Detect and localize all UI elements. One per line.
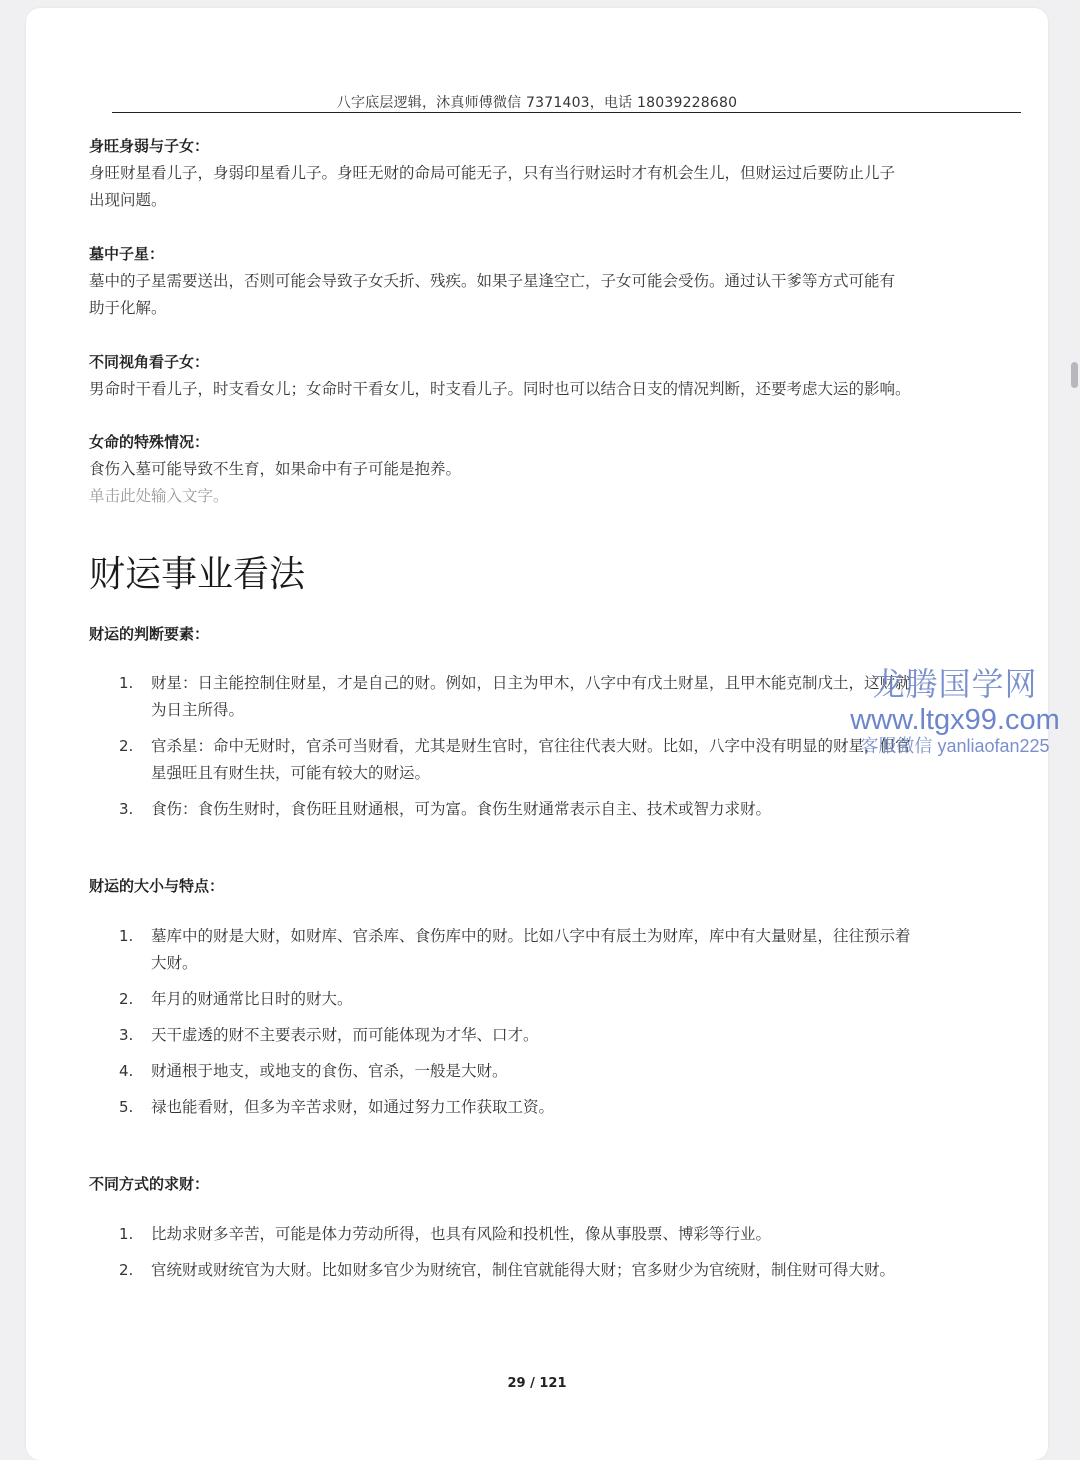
list-number: 3. (119, 1026, 134, 1044)
numbered-list (89, 923, 994, 1121)
list-line: 食伤：食伤生财时，食伤旺且财通根，可为富。食伤生财通常表示自主、技术或智力求财。 (151, 800, 772, 818)
paragraph-line: 身旺财星看儿子，身弱印星看儿子。身旺无财的命局可能无子，只有当行财运时才有机会生儿，但财运过后要防止儿子 (89, 164, 896, 182)
section-female-special (89, 431, 994, 510)
page-header: 八字底层逻辑，沐真师傅微信 7371403，电话 18039228680 (336, 95, 738, 111)
list-number: 5. (119, 1098, 134, 1116)
list-item (89, 1022, 994, 1049)
list-line: 天干虚透的财不主要表示财，而可能体现为才华、口才。 (151, 1026, 539, 1044)
paragraph-line: 出现问题。 (89, 191, 167, 209)
sub-heading: 不同视角看子女： (89, 353, 210, 371)
list-number: 4. (119, 1062, 134, 1080)
list-line: 大财。 (151, 954, 198, 972)
list-item (89, 733, 994, 787)
watermark-contact: 客服微信 yanliaofan225 (860, 736, 1050, 756)
list-number: 2. (119, 990, 134, 1008)
list-item (89, 1257, 994, 1284)
watermark-url: www.ltgx99.com (850, 704, 1060, 736)
sub-heading: 女命的特殊情况： (89, 433, 210, 451)
list-line: 财星：日主能控制住财星，才是自己的财。例如，日主为甲木，八字中有戊土财星，且甲木能克制戊土，这财就 (151, 674, 911, 692)
list-number: 2. (119, 1261, 134, 1279)
section-children-strength (89, 135, 994, 214)
numbered-list (89, 670, 994, 823)
list-number: 1. (119, 1225, 134, 1243)
list-line: 星强旺且有财生扶，可能有较大的财运。 (151, 764, 431, 782)
list-item (89, 986, 994, 1013)
text-input-placeholder[interactable]: 单击此处输入文字。 (89, 487, 229, 505)
sub-heading: 墓中子星： (89, 245, 165, 263)
list-line: 官统财或财统官为大财。比如财多官少为财统官，制住官就能得大财；官多财少为官统财，制住财可得大财。 (151, 1261, 896, 1279)
list-number: 3. (119, 800, 134, 818)
watermark-title: 龙腾国学网 (872, 666, 1038, 702)
list-line: 财通根于地支，或地支的食伤、官杀，一般是大财。 (151, 1062, 508, 1080)
list-line: 官杀星：命中无财时，官杀可当财看，尤其是财生官时，官往往代表大财。比如，八字中没有明显的财星，但官 (151, 737, 911, 755)
list-line: 比劫求财多辛苦，可能是体力劳动所得，也具有风险和投机性，像从事股票、博彩等行业。 (151, 1225, 772, 1243)
list-item (89, 1221, 994, 1248)
list-number: 1. (119, 927, 134, 945)
sub-heading: 财运的判断要素： (89, 625, 210, 643)
paragraph-line: 男命时干看儿子，时支看女儿；女命时干看女儿，时支看儿子。同时也可以结合日支的情况判断，还要考虑大运的影响。 (89, 380, 911, 398)
numbered-list (89, 1221, 994, 1284)
list-item (89, 923, 994, 977)
page-number: 29 / 121 (507, 1376, 567, 1391)
list-line: 墓库中的财是大财，如财库、官杀库、食伤库中的财。比如八字中有辰土为财库，库中有大量财星，往往预示着 (151, 927, 911, 945)
section-wealth-judgement (89, 623, 994, 823)
section-wealth-size (89, 875, 994, 1121)
list-line: 为日主所得。 (151, 701, 245, 719)
section-title: 财运事业看法 (89, 554, 306, 595)
section-tomb-child-star (89, 243, 994, 322)
header-divider (112, 112, 1021, 113)
section-wealth-methods (89, 1173, 994, 1284)
sub-heading: 身旺身弱与子女： (89, 137, 210, 155)
list-item (89, 796, 994, 823)
paragraph-line: 墓中的子星需要送出，否则可能会导致子女夭折、残疾。如果子星逢空亡，子女可能会受伤。通过认干爹等方式可能有 (89, 272, 896, 290)
list-number: 1. (119, 674, 134, 692)
sub-heading: 不同方式的求财： (89, 1175, 210, 1193)
list-line: 禄也能看财，但多为辛苦求财，如通过努力工作获取工资。 (151, 1098, 555, 1116)
scrollbar-thumb[interactable] (1071, 362, 1078, 388)
document-content (89, 135, 994, 1284)
list-item (89, 1058, 994, 1085)
paragraph-line: 食伤入墓可能导致不生育，如果命中有子可能是抱养。 (89, 460, 462, 478)
section-perspectives-children (89, 351, 994, 403)
list-line: 年月的财通常比日时的财大。 (151, 990, 353, 1008)
list-item (89, 1094, 994, 1121)
sub-heading: 财运的大小与特点： (89, 877, 225, 895)
list-item (89, 670, 994, 724)
list-number: 2. (119, 737, 134, 755)
paragraph-line: 助于化解。 (89, 299, 167, 317)
